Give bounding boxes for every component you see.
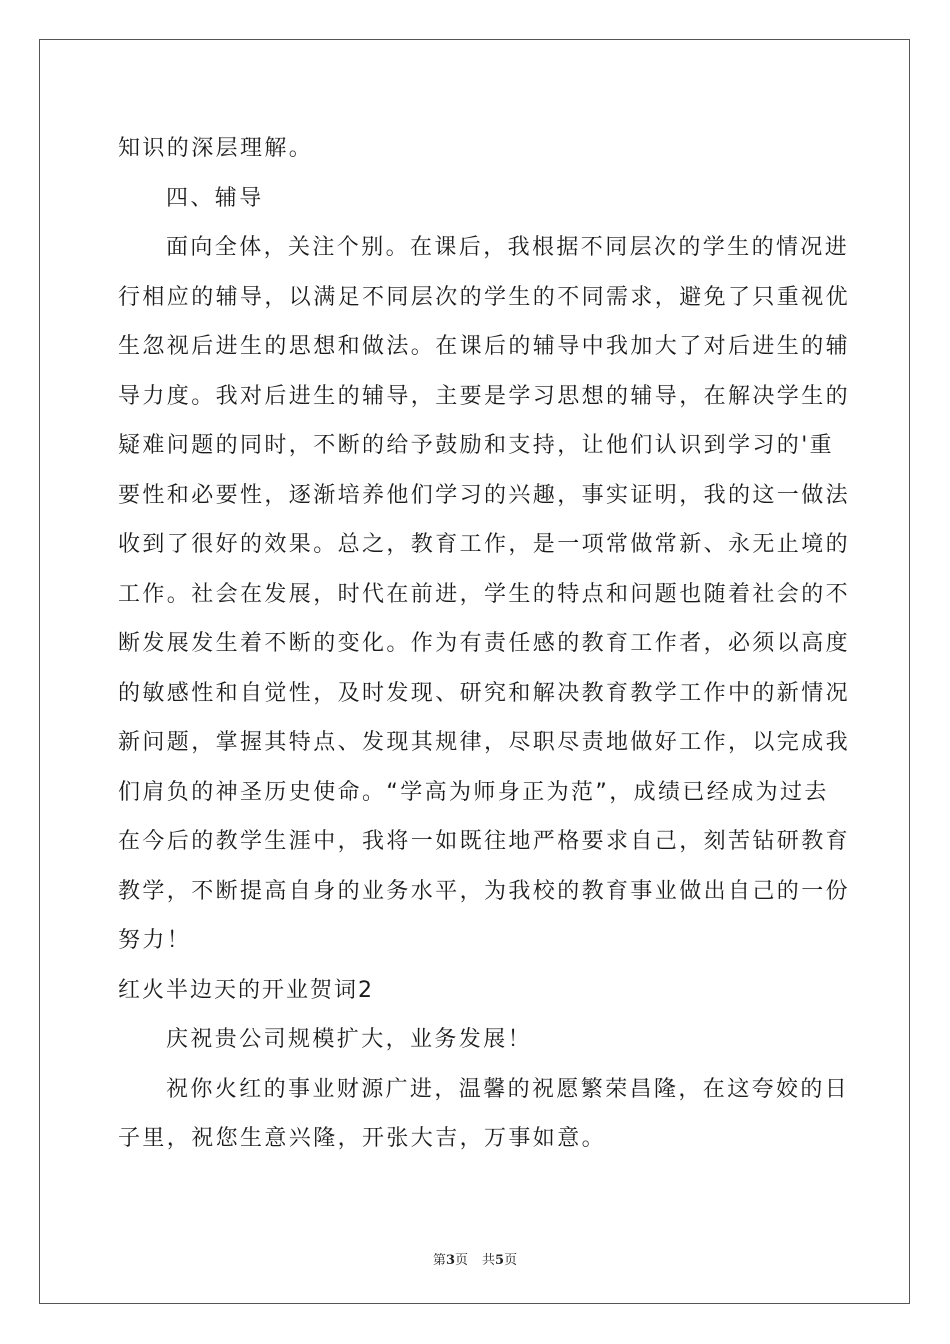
page-footer (0, 1249, 950, 1268)
paragraph-line: 知识的深层理解。 (118, 136, 314, 161)
paragraph-line: 子里，祝您生意兴隆，开张大吉，万事如意。 (118, 1126, 607, 1151)
paragraph-line: 要性和必要性，逐渐培养他们学习的兴趣，事实证明，我的这一做法 (118, 482, 851, 508)
section-heading: 四、辅导 (166, 185, 264, 211)
paragraph-line: 疑难问题的同时，不断的给予鼓励和支持，让他们认识到学习的'重 (118, 433, 835, 458)
page-suffix: 页 (454, 1253, 468, 1268)
paragraph-line: 面向全体，关注个别。在课后，我根据不同层次的学生的情况进 (166, 235, 850, 260)
document-body (118, 124, 851, 1164)
paragraph-line: 教学，不断提高自身的业务水平，为我校的教育事业做出自己的一份 (118, 878, 851, 904)
paragraph-line: 生忽视后进生的思想和做法。在课后的辅导中我加大了对后进生的辅 (118, 334, 851, 359)
current-page-number: 3 (445, 1253, 455, 1268)
paragraph-line: 工作。社会在发展，时代在前进，学生的特点和问题也随着社会的不 (118, 581, 851, 607)
paragraph-line: 庆祝贵公司规模扩大，业务发展！ (166, 1027, 533, 1052)
paragraph-line: 导力度。我对后进生的辅导，主要是学习思想的辅导，在解决学生的 (118, 383, 851, 409)
article-title: 红火半边天的开业贺词2 (118, 977, 374, 1003)
total-page-number: 5 (495, 1253, 505, 1268)
paragraph-line: 断发展发生着不断的变化。作为有责任感的教育工作者，必须以高度 (118, 631, 851, 656)
paragraph-line: 努力！ (118, 928, 192, 953)
page-prefix: 第 (432, 1253, 446, 1268)
paragraph-line: 新问题，掌握其特点、发现其规律，尽职尽责地做好工作，以完成我 (118, 730, 851, 755)
paragraph-line: 们肩负的神圣历史使命。“学高为师身正为范”，成绩已经成为过去 (118, 779, 829, 805)
total-prefix: 共 (482, 1253, 496, 1268)
paragraph-line: 收到了很好的效果。总之，教育工作，是一项常做常新、永无止境的 (118, 532, 851, 557)
paragraph-line: 的敏感性和自觉性，及时发现、研究和解决教育教学工作中的新情况 (118, 680, 851, 706)
paragraph-line: 祝你火红的事业财源广进，温馨的祝愿繁荣昌隆，在这夸姣的日 (166, 1076, 850, 1102)
paragraph-line: 行相应的辅导，以满足不同层次的学生的不同需求，避免了只重视优 (118, 284, 851, 310)
paragraph-line: 在今后的教学生涯中，我将一如既往地严格要求自己，刻苦钻研教育 (118, 829, 851, 854)
total-suffix: 页 (504, 1253, 518, 1268)
